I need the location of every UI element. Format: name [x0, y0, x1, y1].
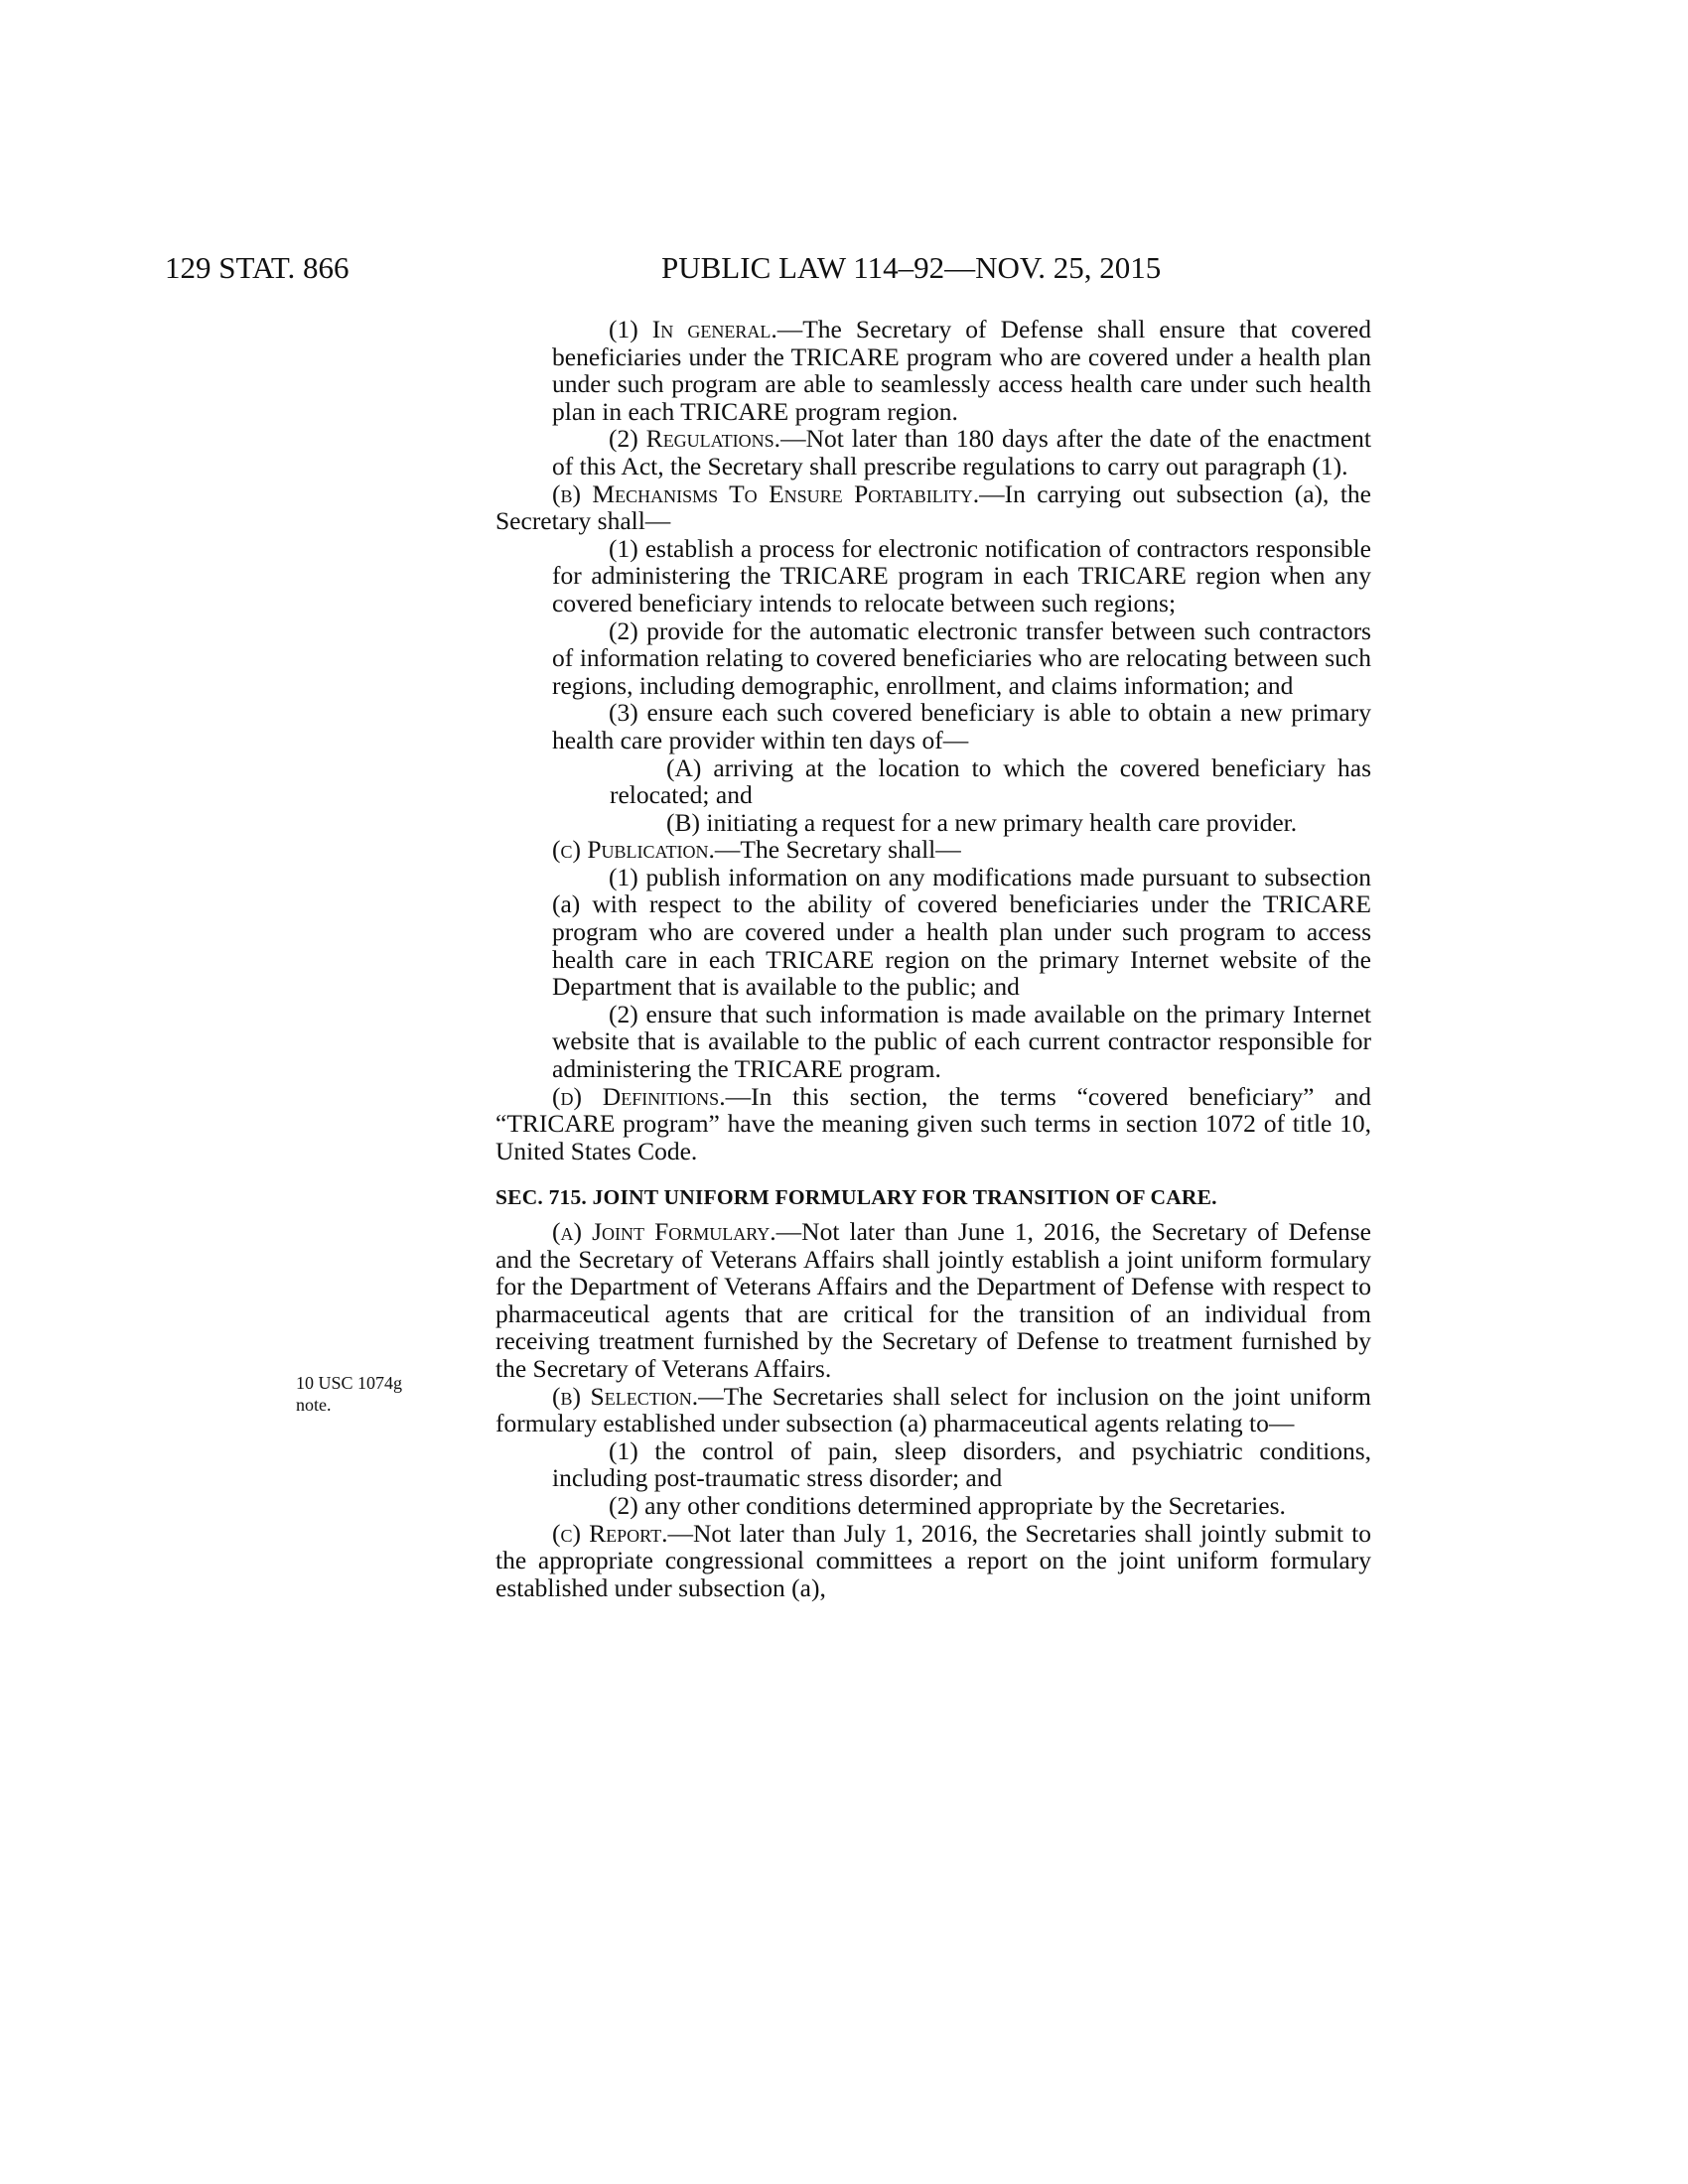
paragraph-heading: (1) In general.: [609, 315, 777, 343]
subsection-heading: (c) Report.: [552, 1518, 668, 1548]
section-715-subsection-a: [495, 1218, 1371, 1383]
subsection-text: —In carrying out subsection (a), the Secretary shall—: [495, 478, 1371, 536]
body-text-column: [495, 316, 1371, 1601]
paragraph-text: —The Secretary of Defense shall ensure that covered beneficiaries under the TRICARE program who are covered under a health plan under such program are able to seamlessly access health care under such health plan in each TRICARE program region.: [552, 315, 1371, 426]
section-715-subsection-b: [495, 1383, 1371, 1437]
margin-note-label: note.: [296, 1395, 332, 1415]
subsection-d: [495, 1083, 1371, 1165]
paragraph-c1: (1) publish information on any modifications made pursuant to subsection (a) with respect to the ability of covered beneficiaries under the TRICARE program who are covered under a health plan under such program to access health care in each TRICARE region on the primary Internet website of the Department that is available to the public; and: [552, 862, 1371, 1002]
paragraph-text: —Not later than 180 days after the date of the enactment of this Act, the Secretary shall prescribe regulations to carry out paragraph (1).: [552, 424, 1371, 480]
subsection-heading: (a) Joint Formulary.: [552, 1217, 776, 1246]
margin-note: [296, 1372, 465, 1416]
section-715-paragraph-b2: (2) any other conditions determined appropriate by the Secretaries.: [609, 1490, 1286, 1520]
paragraph-b2: (2) provide for the automatic electronic transfer between such contractors of information relating to covered beneficiaries who are relocating between such regions, including demographic, enrollment, and claims information; and: [552, 615, 1371, 700]
running-head-title: PUBLIC LAW 114–92—NOV. 25, 2015: [661, 250, 1162, 285]
subsection-text: —Not later than June 1, 2016, the Secretary of Defense and the Secretary of Veterans Affairs shall jointly establish a joint uniform formulary for the Department of Veterans Affairs and the Department of Defense with respect to pharmaceutical agents that are critical for the transition of an individual from receiving treatment furnished by the Secretary of Defense to treatment furnished by the Secretary of Veterans Affairs.: [495, 1217, 1371, 1383]
subsection-b: [495, 480, 1371, 535]
subsection-text: —Not later than July 1, 2016, the Secretaries shall jointly submit to the appropriate congressional committees a report on the joint uniform formulary established under subsection (a),: [495, 1518, 1371, 1602]
section-715-paragraph-b1: (1) the control of pain, sleep disorders, and psychiatric conditions, including post-traumatic stress disorder; and: [552, 1435, 1371, 1493]
subsection-heading: (b) Selection.: [552, 1381, 699, 1411]
subsection-heading: (c) Publication.: [552, 835, 715, 865]
paragraph-a2: [495, 425, 1371, 479]
subsection-text: —The Secretary shall—: [714, 835, 961, 865]
subparagraph-b3B: (B) initiating a request for a new primary health care provider.: [666, 807, 1298, 837]
section-715-heading: SEC. 715. JOINT UNIFORM FORMULARY FOR TRANSITION OF CARE.: [495, 1185, 1217, 1210]
paragraph-c2: (2) ensure that such information is made available on the primary Internet website that is available to the public of each current contractor responsible for administering the TRICARE program.: [552, 999, 1371, 1084]
subsection-text: —The Secretaries shall select for inclusion on the joint uniform formulary established under subsection (a) pharmaceutical agents relating to—: [495, 1381, 1371, 1438]
statute-page-reference: 129 STAT. 866: [165, 250, 350, 285]
paragraph-b1: (1) establish a process for electronic notification of contractors responsible for administering the TRICARE program in each TRICARE region when any covered beneficiary intends to relocate between such regions;: [552, 533, 1371, 617]
paragraph-b3: (3) ensure each such covered beneficiary is able to obtain a new primary health care provider within ten days of—: [552, 698, 1371, 754]
margin-note-citation: 10 USC 1074g: [296, 1373, 403, 1393]
subsection-heading: (b) Mechanisms To Ensure Portability.: [552, 478, 980, 508]
subsection-heading: (d) Definitions.: [552, 1081, 726, 1111]
paragraph-heading: (2) Regulations.: [609, 424, 781, 454]
subsection-c: [495, 836, 1371, 864]
subparagraph-b3A: (A) arriving at the location to which the covered beneficiary has relocated; and: [610, 752, 1371, 810]
subsection-text: —In this section, the terms “covered beneficiary” and “TRICARE program” have the meaning given such terms in section 1072 of title 10, United States Code.: [495, 1081, 1372, 1165]
section-715-subsection-c: [495, 1520, 1371, 1602]
paragraph-a1: [495, 316, 1371, 425]
